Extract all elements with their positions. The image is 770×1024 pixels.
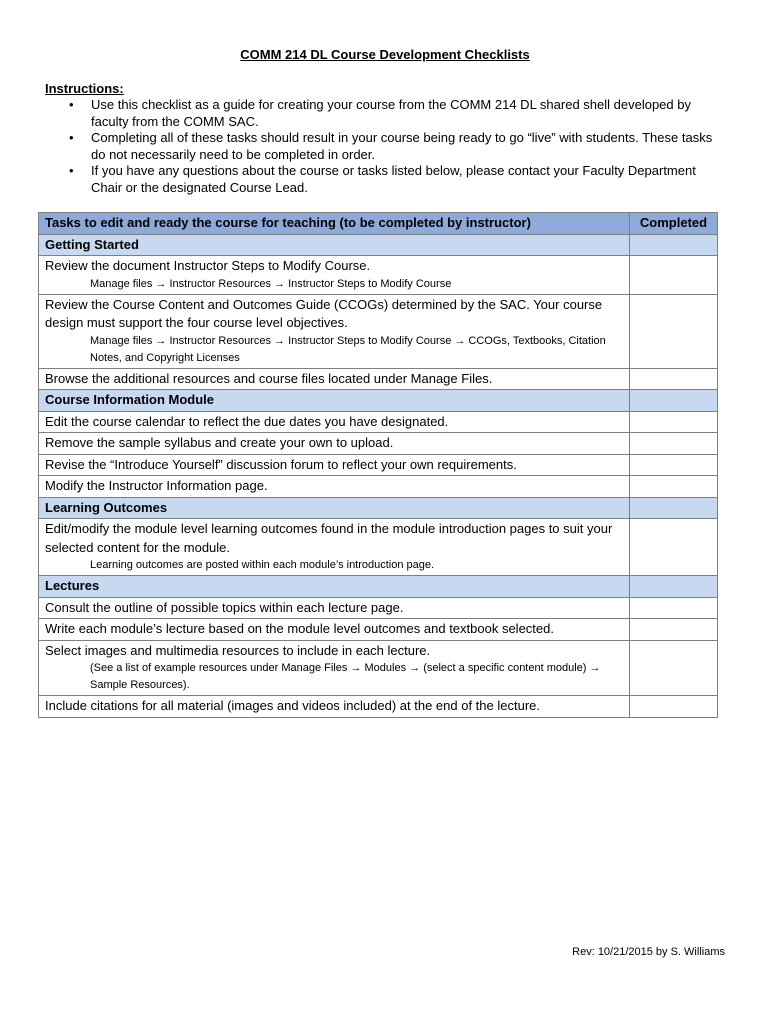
task-cell: Browse the additional resources and course files located under Manage Files. [39, 368, 630, 390]
task-cell: Write each module’s lecture based on the module level outcomes and textbook selected. [39, 619, 630, 641]
task-row [39, 454, 718, 476]
task-row [39, 597, 718, 619]
task-row [39, 368, 718, 390]
completed-cell[interactable] [630, 519, 718, 576]
task-cell [39, 256, 630, 295]
task-row [39, 619, 718, 641]
completed-cell[interactable] [630, 294, 718, 368]
instructions-list [91, 97, 726, 196]
completed-cell[interactable] [630, 433, 718, 455]
task-cell: Include citations for all material (images and videos included) at the end of the lecture. [39, 696, 630, 718]
task-row [39, 433, 718, 455]
instruction-item: • If you have any questions about the course or tasks listed below, please contact your Faculty Department Chair or the designated Course Lead. [91, 163, 726, 196]
section-title-learning-outcomes: Learning Outcomes [39, 497, 630, 519]
completed-cell[interactable] [630, 619, 718, 641]
instruction-item: • Completing all of these tasks should result in your course being ready to go “live” with students. These tasks do not necessarily need to be completed in order. [91, 130, 726, 163]
task-row [39, 519, 718, 576]
task-row [39, 696, 718, 718]
task-row [39, 256, 718, 295]
section-title-getting-started: Getting Started [39, 234, 630, 256]
section-row [39, 234, 718, 256]
completed-cell [630, 497, 718, 519]
completed-cell[interactable] [630, 640, 718, 696]
header-task: Tasks to edit and ready the course for teaching (to be completed by instructor) [39, 213, 630, 235]
completed-cell[interactable] [630, 454, 718, 476]
task-row [39, 476, 718, 498]
section-row [39, 390, 718, 412]
completed-cell[interactable] [630, 476, 718, 498]
page-title: COMM 214 DL Course Development Checklists [240, 47, 530, 62]
header-completed: Completed [630, 213, 718, 235]
completed-cell[interactable] [630, 696, 718, 718]
completed-cell [630, 576, 718, 598]
task-note: (See a list of example resources under Manage Files → Modules → (select a specific content module) → Sample Resources). [90, 662, 601, 691]
task-cell: Modify the Instructor Information page. [39, 476, 630, 498]
completed-cell[interactable] [630, 411, 718, 433]
task-cell [39, 294, 630, 368]
task-cell [39, 519, 630, 576]
task-cell [39, 640, 630, 696]
table-header-row [39, 213, 718, 235]
completed-cell[interactable] [630, 256, 718, 295]
task-text: Review the document Instructor Steps to Modify Course. [45, 258, 371, 273]
task-text: Edit/modify the module level learning outcomes found in the module introduction pages to suit your selected content for the module. [45, 521, 613, 555]
completed-cell [630, 390, 718, 412]
completed-cell[interactable] [630, 368, 718, 390]
task-cell: Consult the outline of possible topics within each lecture page. [39, 597, 630, 619]
task-note: Manage files → Instructor Resources → Instructor Steps to Modify Course [90, 277, 452, 290]
task-note: Learning outcomes are posted within each module’s introduction page. [90, 559, 435, 571]
task-cell: Edit the course calendar to reflect the due dates you have designated. [39, 411, 630, 433]
task-cell: Remove the sample syllabus and create your own to upload. [39, 433, 630, 455]
task-cell: Revise the “Introduce Yourself” discussion forum to reflect your own requirements. [39, 454, 630, 476]
task-note: Manage files → Instructor Resources → Instructor Steps to Modify Course → CCOGs, Textbooks, Citation Notes, and Copyright Licenses [90, 334, 606, 364]
section-row [39, 576, 718, 598]
instruction-item: • Use this checklist as a guide for creating your course from the COMM 214 DL shared shell developed by faculty from the COMM SAC. [91, 97, 726, 130]
task-row [39, 640, 718, 696]
task-text: Select images and multimedia resources to include in each lecture. [45, 642, 431, 658]
checklist-table [38, 212, 718, 718]
section-title-course-information: Course Information Module [39, 390, 630, 412]
completed-cell [630, 234, 718, 256]
revision-footer: Rev: 10/21/2015 by S. Williams [572, 946, 725, 958]
task-text: Review the Course Content and Outcomes Guide (CCOGs) determined by the SAC. Your course design must support the four course level objectives. [45, 296, 603, 330]
task-row [39, 411, 718, 433]
instructions-heading: Instructions: [45, 81, 124, 96]
section-title-lectures: Lectures [39, 576, 630, 598]
completed-cell[interactable] [630, 597, 718, 619]
section-row [39, 497, 718, 519]
task-row [39, 294, 718, 368]
